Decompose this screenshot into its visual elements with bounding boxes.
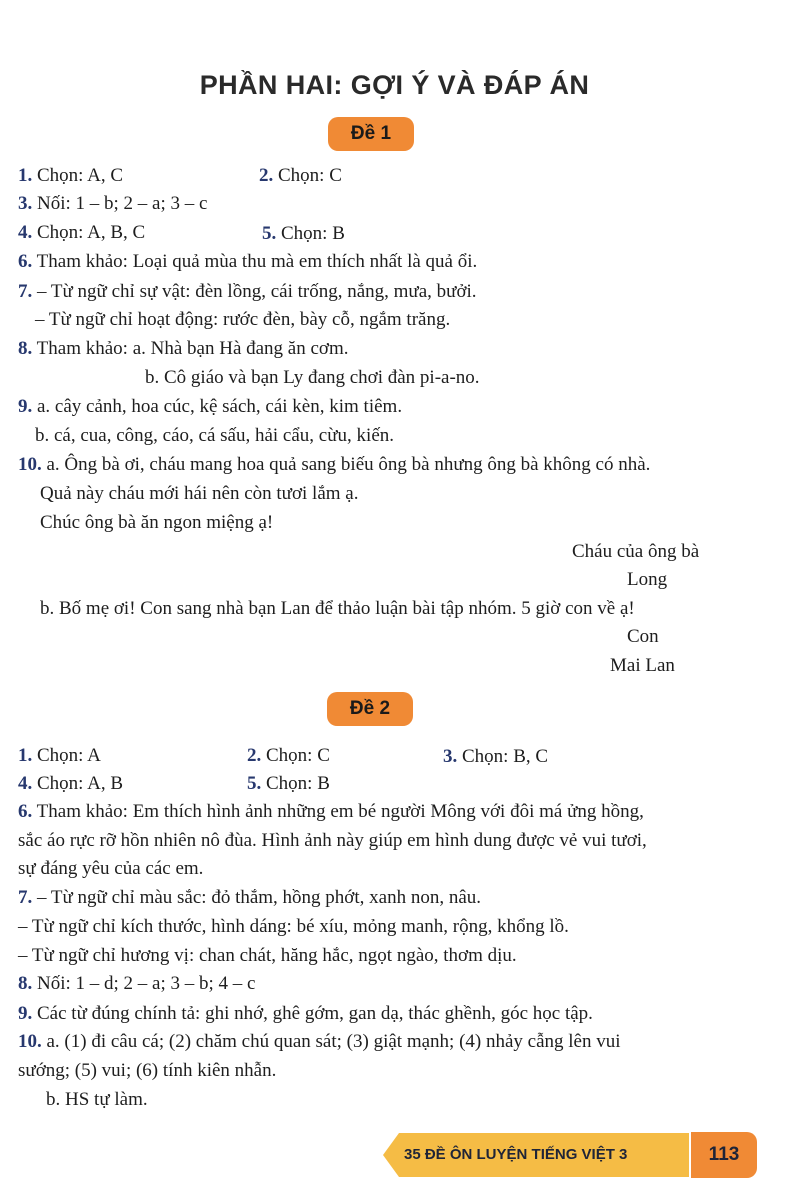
answer-text: Chọn: A, B, C bbox=[37, 222, 146, 243]
answer-text: Chọn: B bbox=[281, 223, 345, 244]
de1-answer-10-line-3: Chúc ông bà ăn ngon miệng ạ! bbox=[40, 512, 274, 533]
de2-answer-10-part-b: b. HS tự làm. bbox=[46, 1089, 148, 1110]
answer-text: a. (1) đi câu cá; (2) chăm chú quan sát; (3) giật mạnh; (4) nhảy cẫng lên vui bbox=[46, 1031, 621, 1052]
section-badge-de-1: Đề 1 bbox=[328, 117, 414, 151]
de2-answer-4 bbox=[18, 772, 123, 796]
de2-answer-6-line-2: sắc áo rực rỡ hồn nhiên nô đùa. Hình ảnh này giúp em hình dung được vẻ vui tươi, bbox=[18, 830, 647, 851]
de1-answer-7 bbox=[18, 280, 477, 304]
page-title: PHẦN HAI: GỢI Ý VÀ ĐÁP ÁN bbox=[199, 70, 590, 100]
answer-number: 9. bbox=[18, 396, 33, 417]
answer-text: a. Ông bà ơi, cháu mang hoa quả sang biếu ông bà nhưng ông bà không có nhà. bbox=[46, 454, 651, 475]
answer-number: 5. bbox=[247, 773, 262, 794]
answer-text: Nối: 1 – d; 2 – a; 3 – b; 4 – c bbox=[37, 973, 256, 994]
de1-answer-7-line-2: – Từ ngữ chỉ hoạt động: rước đèn, bày cỗ, ngắm trăng. bbox=[35, 309, 451, 330]
answer-number: 3. bbox=[443, 746, 458, 767]
de2-answer-8 bbox=[18, 972, 255, 996]
answer-text: – Từ ngữ chỉ sự vật: đèn lồng, cái trống, nắng, mưa, bưởi. bbox=[37, 281, 477, 302]
answer-text: Chọn: A, C bbox=[37, 165, 124, 186]
answer-number: 3. bbox=[18, 193, 33, 214]
answer-number: 8. bbox=[18, 338, 33, 359]
de1-answer-10-signature-2: Long bbox=[627, 569, 668, 590]
de2-answer-6 bbox=[18, 800, 644, 824]
answer-text: Chọn: A bbox=[37, 745, 101, 766]
de2-answer-9 bbox=[18, 1002, 593, 1026]
answer-number: 10. bbox=[18, 1031, 42, 1052]
de1-answer-10 bbox=[18, 453, 650, 477]
answer-number: 2. bbox=[259, 165, 274, 186]
answer-number: 7. bbox=[18, 281, 33, 302]
answer-text: Các từ đúng chính tả: ghi nhớ, ghê gớm, gan dạ, thác ghềnh, góc học tập. bbox=[37, 1003, 593, 1024]
de1-answer-10-signature-1: Cháu của ông bà bbox=[572, 541, 700, 562]
de1-answer-8 bbox=[18, 337, 349, 361]
de1-answer-9-line-2: b. cá, cua, công, cáo, cá sấu, hải cẩu, cừu, kiến. bbox=[35, 425, 394, 446]
de1-answer-1 bbox=[18, 164, 123, 188]
de2-answer-10 bbox=[18, 1030, 621, 1054]
de1-answer-9 bbox=[18, 395, 402, 419]
answer-number: 2. bbox=[247, 745, 262, 766]
answer-number: 1. bbox=[18, 165, 33, 186]
de1-answer-2 bbox=[259, 164, 342, 188]
answer-text: Tham khảo: Loại quả mùa thu mà em thích nhất là quả ổi. bbox=[36, 251, 478, 272]
section-badge-de-2: Đề 2 bbox=[327, 692, 413, 726]
answer-number: 7. bbox=[18, 887, 33, 908]
de2-answer-10-line-2: sướng; (5) vui; (6) tính kiên nhẫn. bbox=[18, 1060, 277, 1081]
answer-number: 6. bbox=[18, 801, 33, 822]
answer-text: Nối: 1 – b; 2 – a; 3 – c bbox=[37, 193, 208, 214]
answer-number: 5. bbox=[262, 223, 277, 244]
answer-text: Chọn: B bbox=[266, 773, 330, 794]
answer-text: Chọn: C bbox=[278, 165, 342, 186]
answer-number: 8. bbox=[18, 973, 33, 994]
answer-number: 6. bbox=[18, 251, 33, 272]
answer-text: Tham khảo: Em thích hình ảnh những em bé người Mông với đôi má ửng hồng, bbox=[36, 801, 644, 822]
de2-answer-7-line-3: – Từ ngữ chỉ hương vị: chan chát, hăng hắc, ngọt ngào, thơm dịu. bbox=[18, 945, 517, 966]
de1-answer-6 bbox=[18, 250, 477, 274]
de2-answer-1 bbox=[18, 744, 101, 768]
answer-number: 4. bbox=[18, 773, 33, 794]
footer-book-title: 35 ĐỀ ÔN LUYỆN TIẾNG VIỆT 3 bbox=[404, 1146, 628, 1163]
answer-text: Chọn: C bbox=[266, 745, 330, 766]
de2-answer-3 bbox=[443, 745, 548, 769]
de1-answer-4 bbox=[18, 221, 145, 245]
de2-answer-7-line-2: – Từ ngữ chỉ kích thước, hình dáng: bé xíu, mỏng manh, rộng, khổng lồ. bbox=[18, 916, 569, 937]
de2-answer-6-line-3: sự đáng yêu của các em. bbox=[18, 858, 204, 879]
answer-number: 4. bbox=[18, 222, 33, 243]
answer-text: a. cây cảnh, hoa cúc, kệ sách, cái kèn, kim tiêm. bbox=[37, 396, 403, 417]
de2-answer-7 bbox=[18, 886, 481, 910]
page-number: 113 bbox=[691, 1132, 757, 1178]
de1-answer-3 bbox=[18, 192, 207, 216]
de1-answer-10-line-2: Quả này cháu mới hái nên còn tươi lắm ạ. bbox=[40, 483, 359, 504]
de1-answer-10-signature-3: Con bbox=[627, 626, 659, 647]
de1-answer-8-line-2: b. Cô giáo và bạn Ly đang chơi đàn pi-a-no. bbox=[145, 367, 480, 388]
de1-answer-10-signature-4: Mai Lan bbox=[610, 655, 675, 676]
answer-number: 9. bbox=[18, 1003, 33, 1024]
de1-answer-10-part-b: b. Bố mẹ ơi! Con sang nhà bạn Lan để thảo luận bài tập nhóm. 5 giờ con về ạ! bbox=[40, 598, 635, 619]
de2-answer-5 bbox=[247, 772, 330, 796]
answer-text: Chọn: A, B bbox=[37, 773, 124, 794]
answer-number: 10. bbox=[18, 454, 42, 475]
answer-number: 1. bbox=[18, 745, 33, 766]
answer-text: Chọn: B, C bbox=[462, 746, 549, 767]
de2-answer-2 bbox=[247, 744, 330, 768]
de1-answer-5 bbox=[262, 222, 345, 246]
answer-text: Tham khảo: a. Nhà bạn Hà đang ăn cơm. bbox=[36, 338, 349, 359]
answer-text: – Từ ngữ chỉ màu sắc: đỏ thắm, hồng phớt, xanh non, nâu. bbox=[37, 887, 482, 908]
